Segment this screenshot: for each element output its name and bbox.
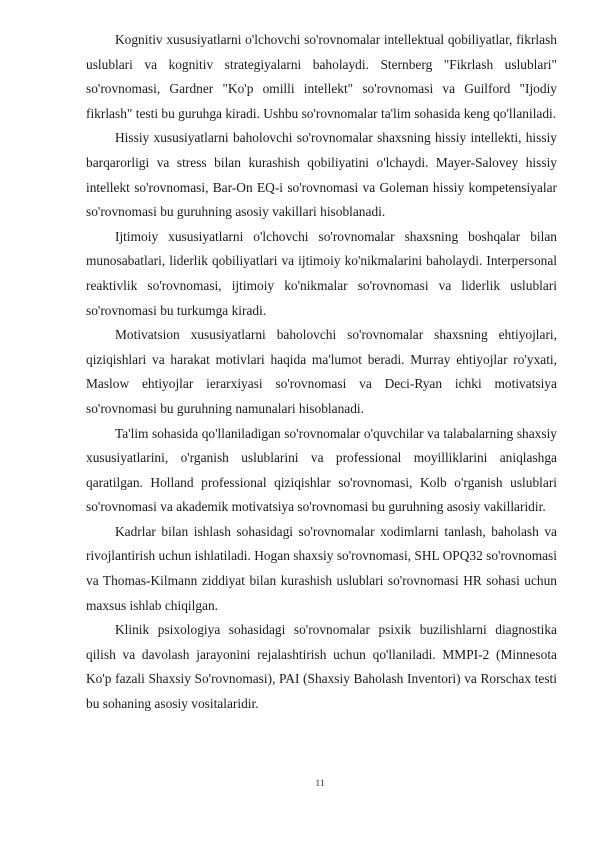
paragraph-cognitive: Kognitiv xususiyatlarni o'lchovchi so'rovnomalar intellektual qobiliyatlar, fikrlash uslublari va kognitiv strategiyalarni baholaydi. Sternberg "Fikrlash uslublari" so'rovnomasi, Gardner "Ko'p omilli intellekt" so'rovnomasi va Guilford "Ijodiy fikrlash" testi bu guruhga kiradi. Ushbu so'rovnomalar ta'lim sohasida keng qo'llaniladi. bbox=[86, 32, 557, 121]
page-number: 11 bbox=[315, 779, 325, 789]
paragraph-clinical: Klinik psixologiya sohasidagi so'rovnomalar psixik buzilishlarni diagnostika qilish va davolash jarayonini rejalashtirish uchun qo'llaniladi. MMPI-2 (Minnesota Ko'p fazali Shaxsiy So'rovnomasi), PAI (Shaxsiy Baholash Inventori) va Rorschax testi bu sohaning asosiy vositalaridir. bbox=[86, 622, 557, 712]
paragraph-education: Ta'lim sohasida qo'llaniladigan so'rovnomalar o'quvchilar va talabalarning shaxsiy xususiyatlarini, o'rganish uslublarini va professional moyilliklarini aniqlashga qaratilgan. Holland professional qiziqishlar so'rovnomasi, Kolb o'rganish uslublari so'rovnomasi va akademik motivatsiya so'rovnomasi bu guruhning asosiy vakillaridir. bbox=[86, 425, 557, 515]
paragraph-social: Ijtimoiy xususiyatlarni o'lchovchi so'rovnomalar shaxsning boshqalar bilan munosabatlari, liderlik qobiliyatlari va ijtimoiy ko'nikmalarini baholaydi. Interpersonal reaktivlik so'rovnomasi, ijtimoiy ko'nikmalar so'rovnomasi va liderlik uslublari so'rovnomasi bu turkumga kiradi. bbox=[86, 228, 557, 318]
paragraph-hr: Kadrlar bilan ishlash sohasidagi so'rovnomalar xodimlarni tanlash, baholash va rivojlantirish uchun ishlatiladi. Hogan shaxsiy so'rovnomasi, SHL OPQ32 so'rovnomasi va Thomas-Kilmann ziddiyat bilan kurashish uslublari so'rovnomasi HR sohasi uchun maxsus ishlab chiqilgan. bbox=[86, 523, 557, 613]
paragraph-motivational: Motivatsion xususiyatlarni baholovchi so'rovnomalar shaxsning ehtiyojlari, qiziqishlari va harakat motivlari haqida ma'lumot beradi. Murray ehtiyojlar ro'yxati, Maslow ehtiyojlar ierarxiyasi so'rovnomasi va Deci-Ryan ichki motivatsiya so'rovnomasi bu guruhning namunalari hisoblanadi. bbox=[86, 327, 557, 416]
paragraph-emotional: Hissiy xususiyatlarni baholovchi so'rovnomalar shaxsning hissiy intellekti, hissiy barqarorligi va stress bilan kurashish qobiliyatini o'lchaydi. Mayer-Salovey hissiy intellekt so'rovnomasi, Bar-On EQ-i so'rovnomasi va Goleman hissiy kompetensiyalar so'rovnomasi bu guruhning asosiy vakillari hisoblanadi. bbox=[86, 130, 557, 220]
